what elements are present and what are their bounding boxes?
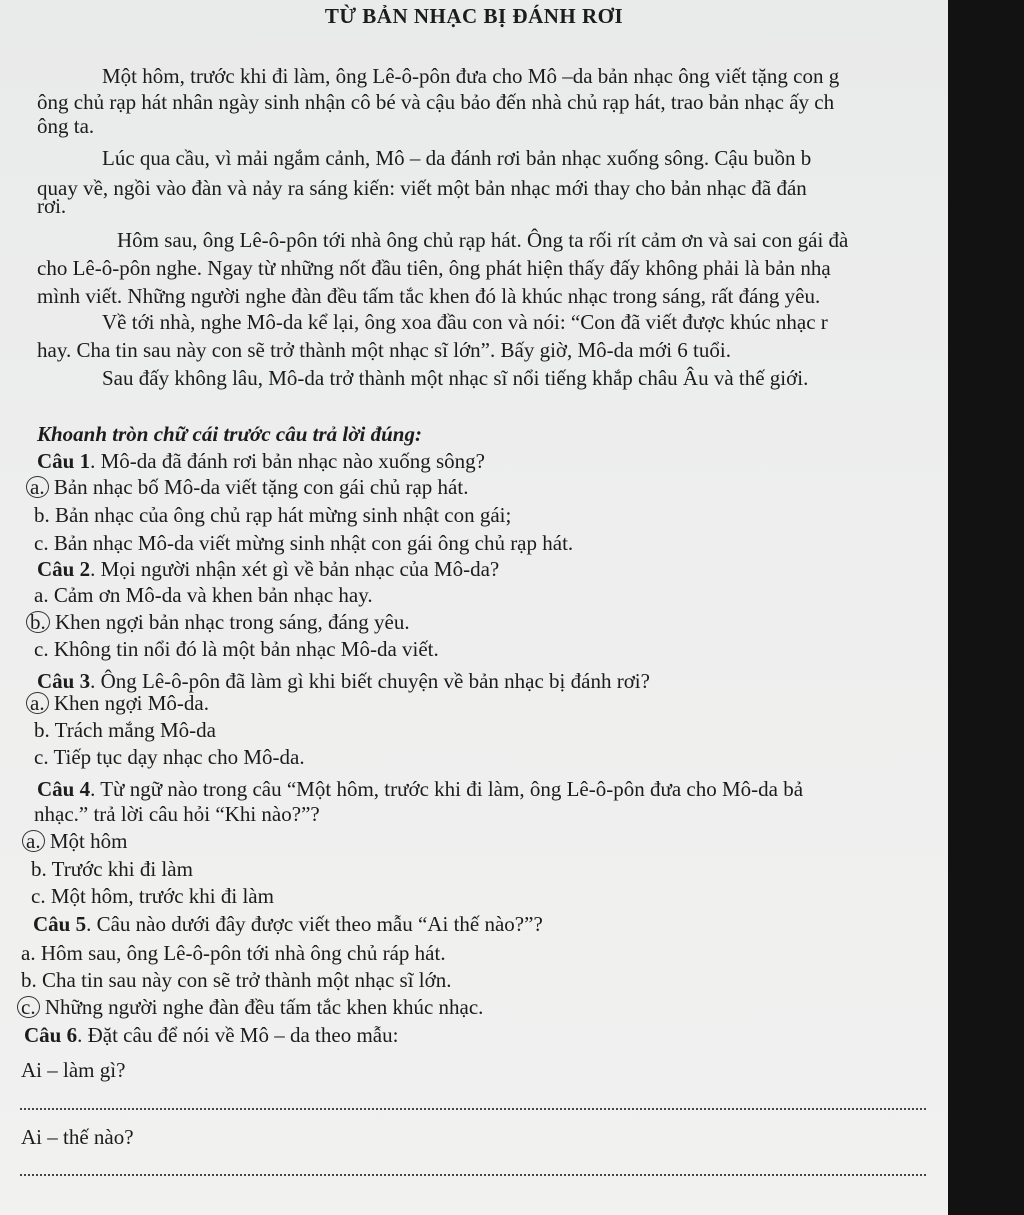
q1-option-a [30, 475, 468, 499]
story-line: ông ta. [37, 114, 95, 138]
question-text: . Ông Lê-ô-pôn đã làm gì khi biết chuyện về bản nhạc bị đánh rơi? [90, 669, 650, 693]
dark-background-edge [948, 0, 1024, 1215]
q5-option-b: b. Cha tin sau này con sẽ trở thành một nhạc sĩ lớn. [21, 968, 452, 992]
q3-option-b: b. Trách mắng Mô-da [34, 718, 216, 742]
q5-option-c [21, 995, 483, 1019]
q3-option-c: c. Tiếp tục dạy nhạc cho Mô-da. [34, 745, 305, 769]
story-line: mình viết. Những người nghe đàn đều tấm tắc khen đó là khúc nhạc trong sáng, rất đáng yêu. [37, 284, 821, 308]
answer-circle: a. [22, 830, 45, 852]
page-title: TỪ BẢN NHẠC BỊ ĐÁNH RƠI [324, 4, 624, 28]
story-line: Về tới nhà, nghe Mô-da kể lại, ông xoa đầu con và nói: “Con đã viết được khúc nhạc r [102, 310, 828, 334]
answer-circle: c. [17, 996, 40, 1018]
q3-option-a [30, 691, 209, 715]
q4-option-b: b. Trước khi đi làm [31, 857, 193, 881]
question-text: . Mô-da đã đánh rơi bản nhạc nào xuống sông? [90, 449, 485, 473]
q4-option-c: c. Một hôm, trước khi đi làm [31, 884, 274, 908]
q2-option-c: c. Không tin nổi đó là một bản nhạc Mô-da viết. [34, 637, 439, 661]
question-label: Câu 6 [24, 1023, 78, 1047]
q2-option-b [30, 610, 410, 634]
story-line: rơi. [37, 194, 67, 218]
question-text: . Câu nào dưới đây được viết theo mẫu “Ai thế nào?”? [86, 912, 543, 936]
question-text: . Mọi người nhận xét gì về bản nhạc của Mô-da? [90, 557, 500, 581]
q4-option-a [26, 829, 127, 853]
pattern-2: Ai – thế nào? [21, 1125, 134, 1149]
q1-option-c: c. Bản nhạc Mô-da viết mừng sinh nhật con gái ông chủ rạp hát. [34, 531, 574, 555]
pattern-1: Ai – làm gì? [21, 1058, 126, 1082]
option-text: Một hôm [49, 829, 128, 853]
question-2 [37, 557, 499, 581]
option-text: Bản nhạc bố Mô-da viết tặng con gái chủ rạp hát. [53, 475, 469, 499]
question-3 [37, 669, 650, 693]
question-label: Câu 5 [33, 912, 87, 936]
story-line: hay. Cha tin sau này con sẽ trở thành một nhạc sĩ lớn”. Bấy giờ, Mô-da mới 6 tuổi. [37, 338, 731, 362]
story-line: Một hôm, trước khi đi làm, ông Lê-ô-pôn đưa cho Mô –da bản nhạc ông viết tặng con g [102, 64, 840, 88]
question-4 [37, 777, 803, 801]
q2-option-a: a. Cảm ơn Mô-da và khen bản nhạc hay. [34, 583, 373, 607]
option-text: Khen ngợi Mô-da. [53, 691, 209, 715]
question-text: . Từ ngữ nào trong câu “Một hôm, trước khi đi làm, ông Lê-ô-pôn đưa cho Mô-da bả [90, 777, 804, 801]
story-line: quay về, ngồi vào đàn và nảy ra sáng kiến: viết một bản nhạc mới thay cho bản nhạc đã đán [37, 176, 807, 200]
question-1 [37, 449, 485, 473]
story-line: Sau đấy không lâu, Mô-da trở thành một nhạc sĩ nổi tiếng khắp châu Âu và thế giới. [102, 366, 809, 390]
story-line: cho Lê-ô-pôn nghe. Ngay từ những nốt đầu tiên, ông phát hiện thấy đấy không phải là bản nhạ [37, 256, 831, 280]
question-4-continued: nhạc.” trả lời câu hỏi “Khi nào?”? [34, 802, 320, 826]
answer-line-2[interactable] [20, 1174, 926, 1176]
answer-circle: b. [26, 611, 50, 633]
question-label: Câu 4 [37, 777, 91, 801]
story-line: Lúc qua cầu, vì mải ngắm cảnh, Mô – da đánh rơi bản nhạc xuống sông. Cậu buồn b [102, 146, 812, 170]
instruction: Khoanh tròn chữ cái trước câu trả lời đúng: [37, 422, 422, 446]
answer-circle: a. [26, 476, 49, 498]
q5-option-a: a. Hôm sau, ông Lê-ô-pôn tới nhà ông chủ ráp hát. [21, 941, 446, 965]
story-line: Hôm sau, ông Lê-ô-pôn tới nhà ông chủ rạp hát. Ông ta rối rít cảm ơn và sai con gái đà [117, 228, 849, 252]
question-5 [33, 912, 543, 936]
answer-circle: a. [26, 692, 49, 714]
option-text: Khen ngợi bản nhạc trong sáng, đáng yêu. [55, 610, 410, 634]
option-text: Những người nghe đàn đều tấm tắc khen khúc nhạc. [44, 995, 484, 1019]
question-label: Câu 3 [37, 669, 91, 693]
q1-option-b: b. Bản nhạc của ông chủ rạp hát mừng sinh nhật con gái; [34, 503, 512, 527]
question-text: . Đặt câu để nói về Mô – da theo mẫu: [77, 1023, 399, 1047]
question-label: Câu 1 [37, 449, 91, 473]
answer-line-1[interactable] [20, 1108, 926, 1110]
question-label: Câu 2 [37, 557, 91, 581]
question-6 [24, 1023, 398, 1047]
story-line: ông chủ rạp hát nhân ngày sinh nhận cô bé và cậu bảo đến nhà chủ rạp hát, trao bản nhạc ấy ch [37, 90, 835, 114]
